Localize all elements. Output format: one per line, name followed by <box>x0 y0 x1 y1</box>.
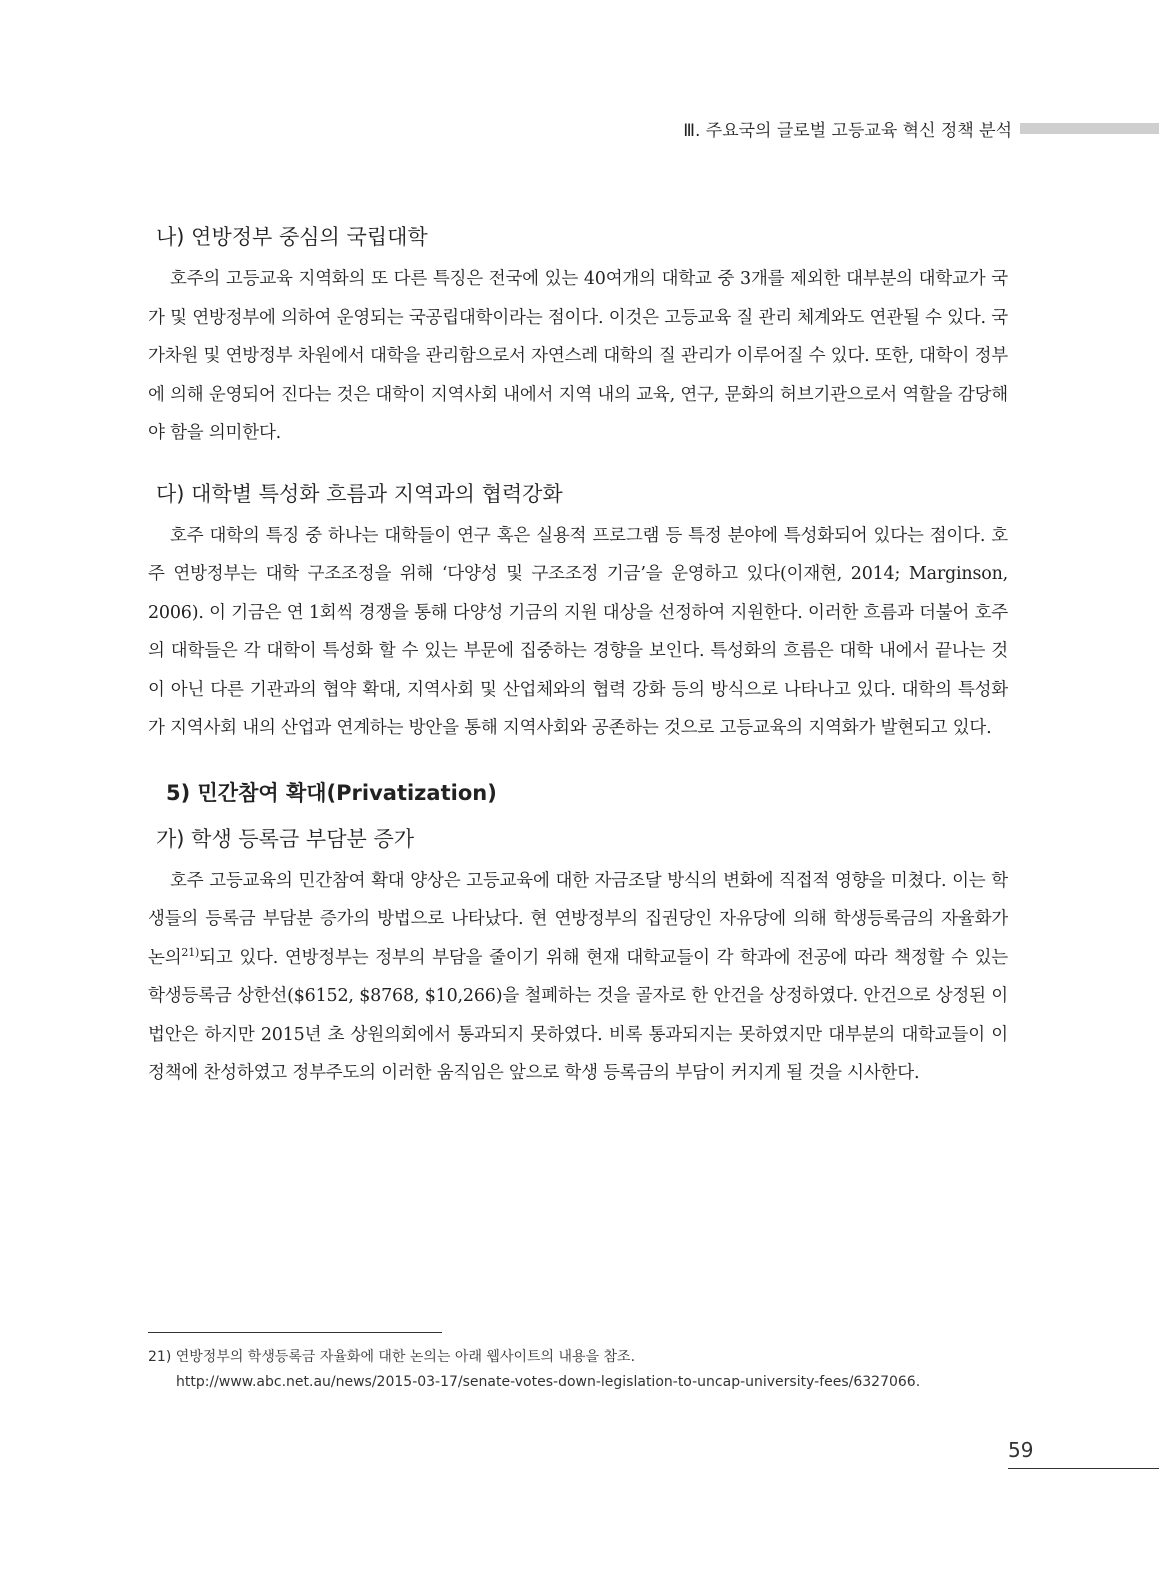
page-number: 59 <box>1008 1438 1034 1462</box>
paragraph-ga-part1: 호주 고등교육의 민간참여 확대 양상은 고등교육에 대한 자금조달 방식의 변화에 직접적 영향을 미쳤다. 이는 학생들의 등록금 부담분 증가의 방법으로 나타났다. 현 연방정부의 집권당인 자유당에 의해 학생등록금의 자율화가 논의 <box>148 870 1008 968</box>
page-content <box>148 222 1008 1093</box>
header-bar <box>1020 123 1159 134</box>
paragraph-da: 호주 대학의 특징 중 하나는 대학들이 연구 혹은 실용적 프로그램 등 특정 분야에 특성화되어 있다는 점이다. 호주 연방정부는 대학 구조조정을 위해 ‘다양성 및 구조조정 기금’을 운영하고 있다(이재현, 2014; Marginson, 2006). 이 기금은 연 1회씩 경쟁을 통해 다양성 기금의 지원 대상을 선정하여 지원한다. 이러한 흐름과 더불어 호주의 대학들은 각 대학이 특성화 할 수 있는 부문에 집중하는 경향을 보인다. 특성화의 흐름은 대학 내에서 끝나는 것이 아닌 다른 기관과의 협약 확대, 지역사회 및 산업체와의 협력 강화 등의 방식으로 나타나고 있다. 대학의 특성화가 지역사회 내의 산업과 연계하는 방안을 통해 지역사회와 공존하는 것으로 고등교육의 지역화가 발현되고 있다. <box>148 525 1008 738</box>
footnote-reference[interactable]: 21) <box>181 945 200 959</box>
page-number-rule <box>1008 1468 1159 1469</box>
footnote-url[interactable]: http://www.abc.net.au/news/2015-03-17/senate-votes-down-legislation-to-uncap-university-fees/6327066. <box>176 1374 921 1390</box>
heading-section-5: 5) 민간참여 확대(Privatization) <box>166 780 497 805</box>
footnote-divider <box>148 1332 442 1333</box>
heading-na: 나) 연방정부 중심의 국립대학 <box>156 225 428 249</box>
paragraph-ga-part2: 되고 있다. 연방정부는 정부의 부담을 줄이기 위해 현재 대학교들이 각 학과에 전공에 따라 책정할 수 있는 학생등록금 상한선($6152, $8768, $10,266)을 철폐하는 것을 골자로 한 안건을 상정하였다. 안건으로 상정된 이 법안은 하지만 2015년 초 상원의회에서 통과되지 못하였다. 비록 통과되지는 못하였지만 대부분의 대학교들이 이 정책에 찬성하였고 정부주도의 이러한 움직임은 앞으로 학생 등록금의 부담이 커지게 될 것을 시사한다. <box>148 947 1008 1083</box>
heading-da: 다) 대학별 특성화 흐름과 지역과의 협력강화 <box>156 481 563 506</box>
paragraph-ga <box>148 862 1008 1093</box>
running-header: Ⅲ. 주요국의 글로벌 고등교육 혁신 정책 분석 <box>683 121 1012 141</box>
footnote-text: 21) 연방정부의 학생등록금 자율화에 대한 논의는 아래 웹사이트의 내용을 참조. <box>148 1349 636 1365</box>
paragraph-na: 호주의 고등교육 지역화의 또 다른 특징은 전국에 있는 40여개의 대학교 중 3개를 제외한 대부분의 대학교가 국가 및 연방정부에 의하여 운영되는 국공립대학이라는 점이다. 이것은 고등교육 질 관리 체계와도 연관될 수 있다. 국가차원 및 연방정부 차원에서 대학을 관리함으로서 자연스레 대학의 질 관리가 이루어질 수 있다. 또한, 대학이 정부에 의해 운영되어 진다는 것은 대학이 지역사회 내에서 지역 내의 교육, 연구, 문화의 허브기관으로서 역할을 감당해야 함을 의미한다. <box>148 269 1008 443</box>
heading-ga: 가) 학생 등록금 부담분 증가 <box>156 826 415 851</box>
footnote <box>148 1345 1028 1395</box>
